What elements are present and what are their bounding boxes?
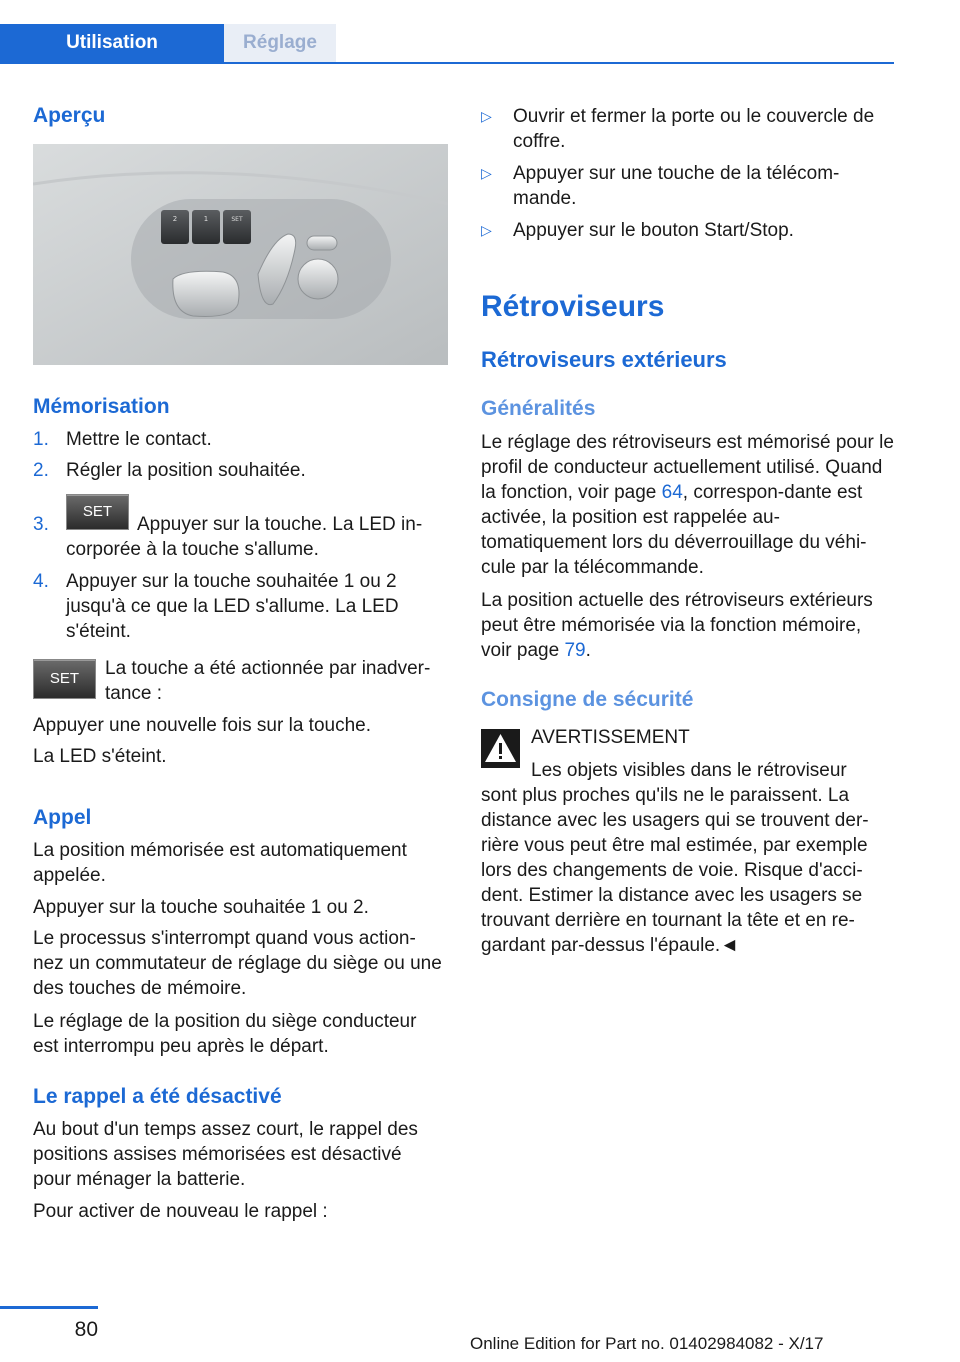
- triangle-bullet-icon: ▷: [481, 222, 492, 238]
- paragraph: Appuyer une nouvelle fois sur la touche.: [33, 715, 371, 736]
- bullet-text: Appuyer sur le bouton Start/Stop.: [513, 220, 794, 241]
- retroviseurs-exterieurs-heading: Rétroviseurs extérieurs: [481, 347, 727, 372]
- svg-text:2: 2: [172, 215, 178, 223]
- triangle-bullet-icon: ▷: [481, 165, 492, 181]
- tab-utilisation[interactable]: Utilisation: [0, 24, 224, 62]
- inadvertent-note: La touche a été actionnée par inadver-tance :: [105, 658, 431, 704]
- paragraph: La LED s'éteint.: [33, 746, 167, 767]
- consigne-heading: Consigne de sécurité: [481, 688, 694, 711]
- warning-icon: [481, 729, 520, 768]
- tab-reglage[interactable]: Réglage: [224, 24, 336, 62]
- paragraph: Au bout d'un temps assez court, le rappel des positions assises mémorisées est désactivé pour ménager la batterie.: [33, 1119, 418, 1190]
- bullet-text: Appuyer sur une touche de la télécom-mande.: [513, 163, 840, 209]
- bullet-text: Ouvrir et fermer la porte ou le couvercle de coffre.: [513, 106, 875, 152]
- generalites-paragraph-1: Le réglage des rétroviseurs est mémorisé pour le profil de conducteur actuellement utilisé. Quand la fonction, voir page 64, correspon-dante est activée, la position est rappelée au-tomatiquement lors du déverrouillage du véhi-cule par la télécommande.: [481, 432, 894, 578]
- warning-label: AVERTISSEMENT: [531, 727, 690, 748]
- memorisation-heading: Mémorisation: [33, 395, 170, 418]
- step-text: corporée à la touche s'allume.: [66, 539, 319, 560]
- step-number: 1.: [33, 429, 49, 450]
- header-tabbar: [0, 24, 894, 64]
- step-text: Appuyer sur la touche. La LED in-: [137, 514, 423, 535]
- page-number: 80: [74, 1318, 98, 1341]
- step-text: Mettre le contact.: [66, 429, 212, 450]
- svg-text:1: 1: [203, 215, 209, 223]
- retroviseurs-heading: Rétroviseurs: [481, 290, 665, 323]
- paragraph: Appuyer sur la touche souhaitée 1 ou 2.: [33, 897, 369, 918]
- triangle-bullet-icon: ▷: [481, 108, 492, 124]
- step-number: 3.: [33, 514, 49, 535]
- set-key-icon: SET: [66, 494, 129, 530]
- page-link-79[interactable]: 79: [564, 640, 586, 661]
- rappel-heading: Le rappel a été désactivé: [33, 1085, 282, 1108]
- apercu-heading: Aperçu: [33, 104, 106, 127]
- seat-controls-illustration: [33, 144, 448, 365]
- step-text: Appuyer sur la touche souhaitée 1 ou 2 jusqu'à ce que la LED s'allume. La LED s'éteint.: [66, 571, 399, 642]
- step-number: 2.: [33, 460, 49, 481]
- page-link-64[interactable]: 64: [661, 482, 683, 503]
- paragraph: La position mémorisée est automatiquement appelée.: [33, 840, 407, 886]
- paragraph: Le réglage de la position du siège conducteur est interrompu peu après le départ.: [33, 1011, 417, 1057]
- paragraph: Le processus s'interrompt quand vous action-nez un commutateur de réglage du siège ou une des touches de mémoire.: [33, 928, 442, 999]
- seat-controls-photo: [33, 144, 448, 365]
- svg-text:SET: SET: [231, 216, 243, 223]
- step-text: Régler la position souhaitée.: [66, 460, 306, 481]
- generalites-paragraph-2: La position actuelle des rétroviseurs extérieurs peut être mémorisée via la fonction mémoire, voir page 79.: [481, 590, 873, 661]
- warning-text-first-line: Les objets visibles dans le rétroviseur: [531, 760, 847, 781]
- set-key-icon: SET: [33, 659, 96, 699]
- warning-text: sont plus proches qu'ils ne le paraissent. La distance avec les usagers qui se trouvent der-rière vous peut être mal estimée, par exemple lors des changements de voie. Risque d'acci-dent. Estimer la distance avec les usagers se trouvant derrière en tournant la tête et en re-gardant par-dessus l'épaule.◄: [481, 785, 869, 956]
- appel-heading: Appel: [33, 806, 92, 829]
- generalites-heading: Généralités: [481, 397, 596, 420]
- footer-rule: [0, 1306, 98, 1309]
- edition-info: Online Edition for Part no. 01402984082 - X/17: [470, 1334, 824, 1353]
- paragraph: Pour activer de nouveau le rappel :: [33, 1201, 328, 1222]
- step-number: 4.: [33, 571, 49, 592]
